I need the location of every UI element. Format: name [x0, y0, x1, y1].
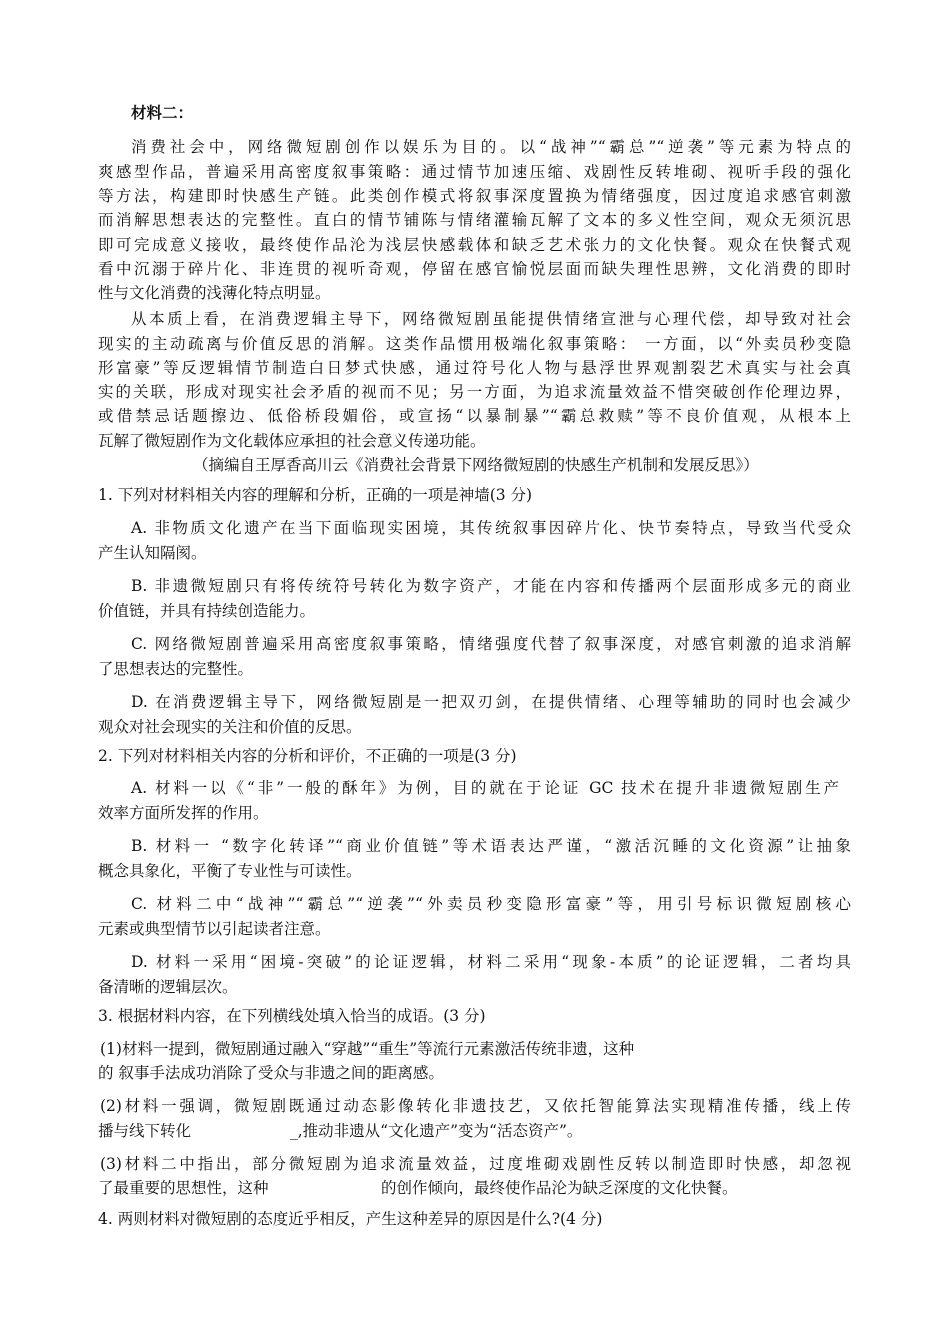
question-stem: 1. 下列对材料相关内容的理解和分析，正确的一项是神墙(3 分)	[98, 486, 533, 504]
sub-question-3-cont: 了最重要的思想性，这种	[98, 1179, 269, 1197]
paragraph-line: 而消解思想表达的完整性。直白的情节铺陈与情绪灌输瓦解了文本的多义性空间，观众无须沉思	[98, 211, 851, 229]
option-c: C. 材料二中“战神”“霸总”“逆袭”“外卖员秒变隐形富豪”等，用引号标识微短剧核心	[131, 895, 851, 913]
option-d: D. 在消费逻辑主导下，网络微短剧是一把双刃剑，在提供情绪、心理等辅助的同时也会减少	[131, 693, 851, 711]
sub-question-3: (3)材料二中指出，部分微短剧为追求流量效益，过度堆砌戏剧性反转以制造即时快感，却忽视	[100, 1155, 851, 1173]
option-d-cont: 观众对社会现实的关注和价值的反思。	[98, 718, 362, 736]
paragraph-line: 性与文化消费的浅薄化特点明显。	[98, 284, 331, 302]
paragraph-line: 从本质上看，在消费逻辑主导下，网络微短剧虽能提供情绪宣泄与心理代偿，却导致对社会	[131, 310, 851, 328]
question-4-stem: 4. 两则材料对微短剧的态度近乎相反，产生这种差异的原因是什么?(4 分)	[98, 1210, 603, 1228]
option-a-cont: 效率方面所发挥的作用。	[98, 804, 269, 822]
option-b-cont: 价值链，并具有持续创造能力。	[98, 602, 316, 620]
sub-question-1-cont: 的 叙事手法成功消除了受众与非遗之间的距离感。	[98, 1064, 444, 1082]
paragraph-line: 看中沉溺于碎片化、非连贯的视听奇观，停留在感官愉悦层面而缺失理性思辨，文化消费的即时	[98, 260, 851, 278]
sub-question-2-tail: _,推动非遗从“文化遗产”变为“活态资产”。	[290, 1122, 583, 1140]
option-a-cont: 产生认知隔阂。	[98, 544, 207, 562]
sub-question-3-tail: 的创作倾向，最终使作品沦为缺乏深度的文化快餐。	[381, 1179, 738, 1197]
paragraph-line: 消费社会中，网络微短剧创作以娱乐为目的。以“战神”“霸总”“逆袭”等元素为特点的	[131, 138, 851, 156]
option-b-cont: 概念具象化，平衡了专业性与可读性。	[98, 862, 362, 880]
option-c-cont: 了思想表达的完整性。	[98, 660, 254, 678]
option-b: B. 非遗微短剧只有将传统符号转化为数字资产，才能在内容和传播两个层面形成多元的商业	[131, 577, 851, 595]
question-stem: 3. 根据材料内容，在下列横线处填入恰当的成语。(3 分)	[98, 1007, 486, 1025]
source-citation: （摘编自王厚香高川云《消费社会背景下网络微短剧的快感生产机制和发展反思》）	[193, 456, 759, 474]
paragraph-line: 现实的主动疏离与价值反思的消解。这类作品惯用极端化叙事策略： 一方面，以“外卖员秒变隐	[98, 335, 851, 353]
paragraph-line: 瓦解了微短剧作为文化载体应承担的社会意义传递功能。	[98, 432, 486, 450]
section-heading: 材料二：	[131, 104, 194, 122]
paragraph-line: 实的关联，形成对现实社会矛盾的视而不见；另一方面，为追求流量效益不惜突破创作伦理边界，	[98, 383, 851, 401]
option-a: A. 非物质文化遗产在当下面临现实困境，其传统叙事因碎片化、快节奏特点，导致当代受众	[131, 519, 851, 537]
option-c-cont: 元素或典型情节以引起读者注意。	[98, 920, 331, 938]
paragraph-line: 等方法，构建即时快感生产链。此类创作模式将叙事深度置换为情绪强度，因过度追求感官刺激	[98, 187, 851, 205]
sub-question-2-cont: 播与线下转化	[98, 1122, 192, 1140]
option-d-cont: 备清晰的逻辑层次。	[98, 978, 238, 996]
question-stem: 2. 下列对材料相关内容的分析和评价，不正确的一项是(3 分)	[98, 747, 517, 765]
sub-question-1: (1)材料一提到，微短剧通过融入“穿越”“重生”等流行元素激活传统非遗，这种	[100, 1040, 635, 1058]
sub-question-2: (2)材料一强调，微短剧既通过动态影像转化非遗技艺，又依托智能算法实现精准传播，线上传	[100, 1097, 851, 1115]
option-d: D. 材料一采用“困境-突破”的论证逻辑，材料二采用“现象-本质”的论证逻辑，二者均具	[131, 953, 851, 971]
paragraph-line: 爽感型作品，普遍采用高密度叙事策略：通过情节加速压缩、戏剧性反转堆砌、视听手段的强化	[98, 163, 851, 181]
paragraph-line: 形富豪”等反逻辑情节制造白日梦式快感，通过符号化人物与悬浮世界观割裂艺术真实与社会真	[98, 359, 851, 377]
paragraph-line: 即可完成意义接收，最终使作品沦为浅层快感载体和缺乏艺术张力的文化快餐。观众在快餐式观	[98, 236, 851, 254]
option-c: C. 网络微短剧普遍采用高密度叙事策略，情绪强度代替了叙事深度，对感官刺激的追求消解	[131, 635, 851, 653]
paragraph-line: 或借禁忌话题擦边、低俗桥段媚俗，或宣扬“以暴制暴”“霸总救赎”等不良价值观，从根本上	[98, 407, 851, 425]
option-a: A. 材料一以《“非”一般的酥年》为例，目的就在于论证 GC 技术在提升非遗微短剧生产	[131, 779, 839, 797]
option-b: B. 材料一 “数字化转译”“商业价值链”等术语表达严谨，“激活沉睡的文化资源”让抽象	[131, 837, 851, 855]
